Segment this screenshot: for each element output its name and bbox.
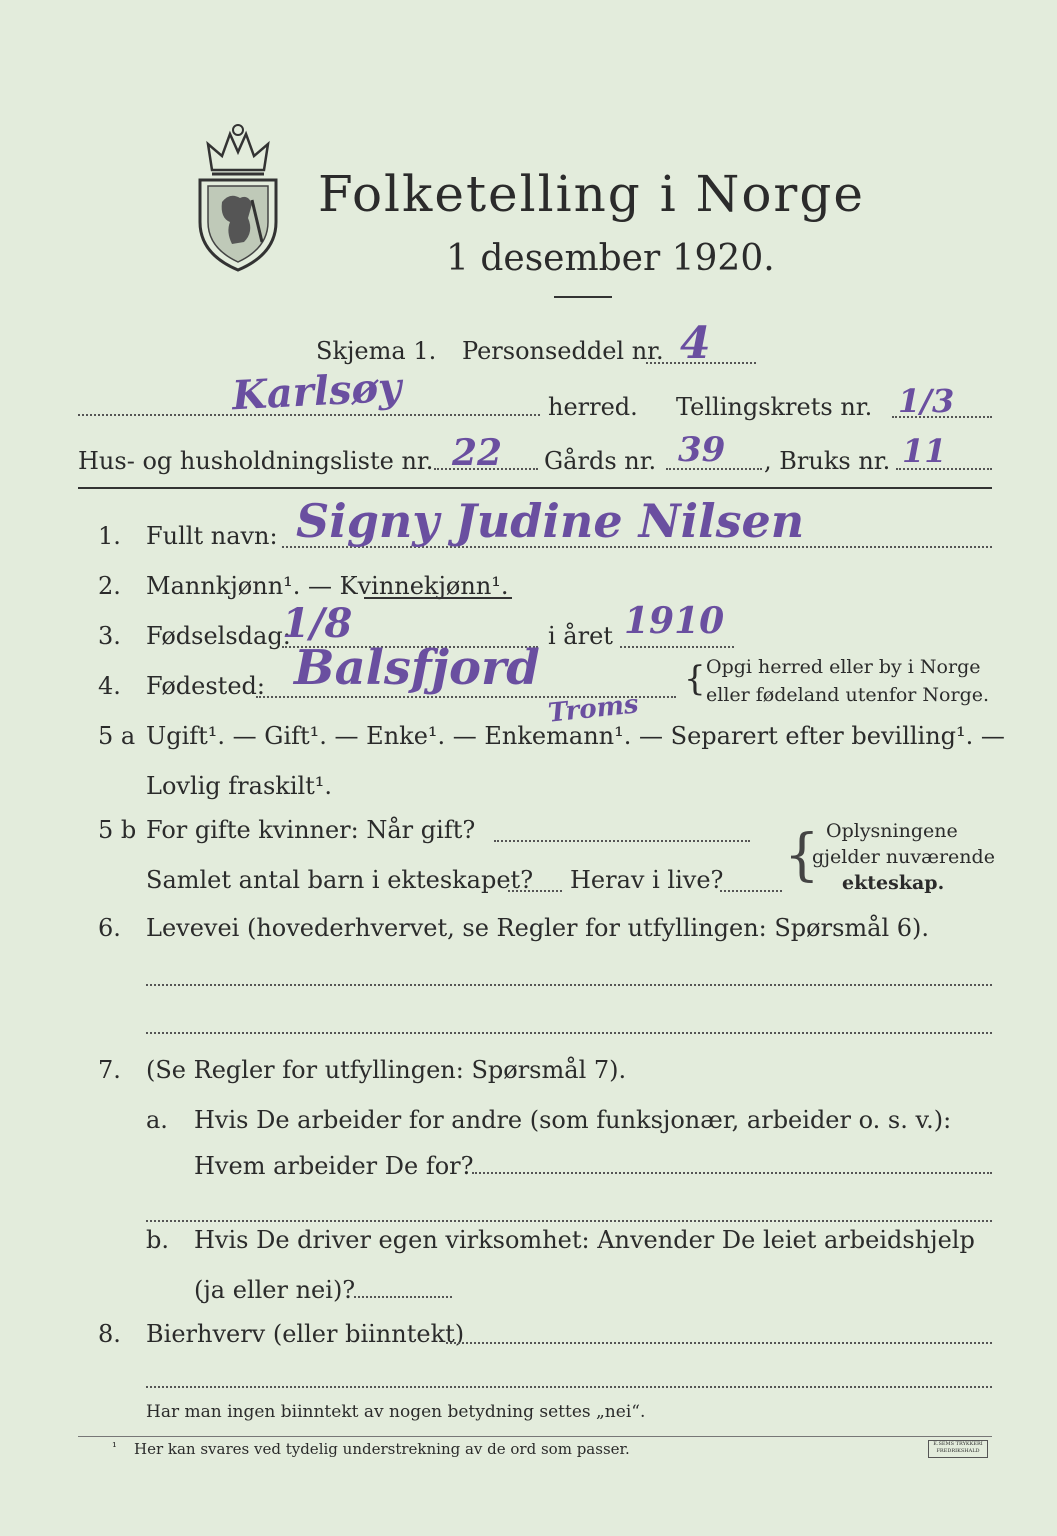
- tellingskrets-label: Tellingskrets nr.: [676, 393, 873, 421]
- q5b-text: For gifte kvinner: Når gift?: [146, 816, 476, 844]
- herred-value: Karlsøy: [230, 363, 403, 420]
- q2-number: 2.: [98, 572, 121, 600]
- q4-value-county: Troms: [546, 689, 640, 729]
- q5b-note-3: ekteskap.: [842, 872, 945, 894]
- q7a-text: Hvis De arbeider for andre (som funksjonær, arbeider o. s. v.):: [194, 1106, 952, 1134]
- q4-note-1: Opgi herred eller by i Norge: [706, 656, 981, 678]
- q8-note: Har man ingen biinntekt av nogen betydning settes „nei“.: [146, 1402, 646, 1422]
- q5b-married-line: [494, 840, 750, 842]
- q7b-text: Hvis De driver egen virksomhet: Anvender De leiet arbeidshjelp: [194, 1226, 975, 1254]
- q4-label: Fødested:: [146, 672, 265, 700]
- q5b-children-line: [508, 890, 562, 892]
- q5a-text: Ugift¹. — Gift¹. — Enke¹. — Enkemann¹. — Separert efter bevilling¹. —: [146, 722, 1005, 750]
- q4-value: Balsfjord: [294, 640, 540, 696]
- q2-underline: [364, 597, 512, 599]
- q6-number: 6.: [98, 914, 121, 942]
- q7b-text-2: (ja eller nei)?: [194, 1276, 356, 1304]
- q7b-line: [354, 1296, 452, 1298]
- q6-text: Levevei (hovederhvervet, se Regler for utfyllingen: Spørsmål 6).: [146, 914, 930, 942]
- herred-label: herred.: [548, 393, 638, 421]
- q3-number: 3.: [98, 622, 121, 650]
- hus-label: Hus- og husholdningsliste nr.: [78, 447, 434, 475]
- header-rule: [78, 487, 992, 489]
- footnote-text: Her kan svares ved tydelig understrekning av de ord som passer.: [134, 1440, 630, 1458]
- q3-year-label: i året: [548, 622, 613, 650]
- q1-number: 1.: [98, 522, 121, 550]
- q1-label: Fullt navn:: [146, 522, 278, 550]
- footnote-mark: ¹: [112, 1440, 117, 1454]
- q1-value: Signy Judine Nilsen: [296, 494, 805, 548]
- q2-text: Mannkjønn¹. — Kvinnekjønn¹.: [146, 572, 509, 600]
- q5b-alive-line: [720, 890, 782, 892]
- q8-number: 8.: [98, 1320, 121, 1348]
- q4-note-2: eller fødeland utenfor Norge.: [706, 684, 990, 706]
- q7b-number: b.: [146, 1226, 169, 1254]
- census-date: 1 desember 1920.: [446, 238, 775, 279]
- footnote-rule: [78, 1436, 992, 1437]
- q7-text: (Se Regler for utfyllingen: Spørsmål 7).: [146, 1056, 627, 1084]
- q8-line-1: [446, 1342, 992, 1344]
- form-title: Folketelling i Norge: [318, 165, 865, 223]
- q3-year-value: 1910: [624, 600, 725, 642]
- q5a-number: 5 a: [98, 722, 136, 750]
- q7a-text-2: Hvem arbeider De for?: [194, 1152, 474, 1180]
- q6-line-2: [146, 1032, 992, 1034]
- hus-value: 22: [452, 432, 503, 474]
- q6-line-1: [146, 984, 992, 986]
- tellingskrets-value: 1/3: [898, 382, 955, 420]
- q8-line-2: [146, 1386, 992, 1388]
- q5b-text-3: Herav i live?: [570, 866, 724, 894]
- q7a-line-2: [146, 1220, 992, 1222]
- q3-value: 1/8: [282, 600, 353, 647]
- skjema-label: Skjema 1.: [316, 337, 437, 365]
- q5b-text-2: Samlet antal barn i ekteskapet?: [146, 866, 534, 894]
- q7a-number: a.: [146, 1106, 168, 1134]
- q7-number: 7.: [98, 1056, 121, 1084]
- personseddel-value: 4: [680, 318, 711, 369]
- personseddel-label: Personseddel nr.: [462, 337, 664, 365]
- gards-value: 39: [678, 430, 726, 470]
- bruks-label: , Bruks nr.: [764, 447, 891, 475]
- q5b-note-1: Oplysningene: [826, 820, 958, 842]
- q7a-line-1: [472, 1172, 992, 1174]
- title-divider: [554, 296, 612, 298]
- q5a-text-2: Lovlig fraskilt¹.: [146, 772, 333, 800]
- q5b-number: 5 b: [98, 816, 137, 844]
- q8-text: Bierhverv (eller biinntekt): [146, 1320, 465, 1348]
- q4-brace: {: [684, 659, 706, 699]
- norway-coat-of-arms: [192, 122, 284, 272]
- q5b-note-2: gjelder nuværende: [812, 846, 995, 868]
- q5b-brace: {: [784, 823, 820, 888]
- bruks-value: 11: [902, 432, 947, 470]
- q4-number: 4.: [98, 672, 121, 700]
- q3-label: Fødselsdag:: [146, 622, 291, 650]
- gards-label: Gårds nr.: [544, 447, 657, 475]
- printer-stamp: E.SEMS TRYKKERI FREDRIKSHALD: [928, 1440, 988, 1458]
- q3-year-line: [620, 646, 734, 648]
